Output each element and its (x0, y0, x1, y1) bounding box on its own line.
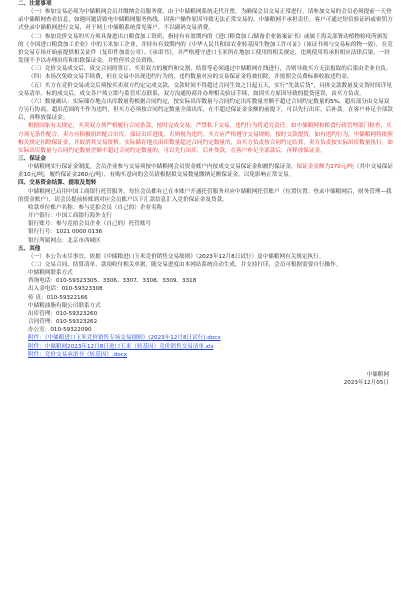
note-paragraph-3: （三）竞价交易成交后，成交合同的签订、买卖双方的履约和交割，结算等必须通过中储粮网在线进行，否则导致买方无法报取的后果由企业自负。 (28, 66, 392, 73)
warning-red-block: 根据国家有关规定，买卖双方须严格履行合同条款，按时完成交易，严禁私下交易，违约行为将追究责任。如中储粮网和粮食行政管理部门检查，买方须无条件配合。卖方应积极组织配合出库，保证出库进度，否则视为违约。买方应严格遵守交易规则，按时交款提货，如有违约行为，中储粮网将依照相关规定扣除保证金，并取消其交易资格。实际储存地点出库数量超过合同约定数量的，由买方负责按合同约定结算，卖方负责按实际出库数量执行，如实际出库数量与合同约定数量差额不超过合同约定数量的，可以先行出库，后补货款，在客户补足全部款后，再释放保证金。 (18, 123, 393, 154)
note-paragraph-4: （四）本场次免收交易手续费，但在交易中出现违约行为的，违约数量对应的交易保证金将被扣除，并按照会员费标准收取违约金。 (28, 74, 353, 81)
note-paragraph-2: （二）参加竞价交易的买方须具备进出口粮食加工资质，指持有有效期内的《进口粮食加工/储备企业备案证书》或属于海关部署动植物检疫所颁发的《全国进口粮食加工企业》中的玉米加工企业，并持有有效期内的《中华人民共和国农业转基因生物加工许可证》（该证书须与交易标的物一致），在竞价交易专场开始前提供相关证件（复印件加盖公章）、《承诺书》，并严格遵守进口玉米所在地加工使用的相关规定，违规使用将承担相应法律后果，一经发现不予以办理出库和扣除保证金，并暂停其会员资格。 (18, 33, 393, 65)
deposit-text-rest: （其中交易保证金10元/吨，履约保证金260元/吨），有购买意向的会员请根据拟交易数量缴纳足额保证金，以免影响正常交易。 (18, 164, 393, 179)
contact-line: 办公室：010-59322090 (28, 327, 92, 334)
deposit-amount: 保证金金额为270元/吨 (296, 164, 354, 171)
contact-block (18, 269, 393, 359)
note-paragraph-6: （六）数量确认：实际储存地点出库数量将根据合同约定，按实际出库数量与合同约定出库数量差额不超过合同约定数量的5%，超出部分由交易双方另行协商，超出范围的不作为违约，但买方必须按合同约定数量全部出库，在不超过保证金金额的前提下，可以先行出库，后补款。在客户补足全部款后，再释放保证金。 (18, 98, 393, 122)
section-heading-notes: 二、注意事项 (18, 1, 52, 7)
bank-line: 银行行号：1021 0000 0136 (28, 229, 103, 236)
contact-title: 中储粮网联系方式 (28, 270, 73, 277)
contact-title: 中储粮油脂有限公司联系方式 (28, 302, 101, 309)
section-heading-settlement: 四、交易资金结算、提取及划转 (18, 180, 97, 187)
other-paragraph-2: （二）交易合同、结算清单、款项收付相关单据，随交易进度由本网站系统自动生成，并支持打印，会员可根据需要自行操作。 (28, 262, 342, 268)
section-heading-deposit: 三、保证金 (18, 155, 46, 162)
signature-date: 2023年12月05日 (343, 380, 389, 387)
contact-line: 出入金电话：010-59323308 (28, 286, 103, 293)
signature-org: 中储粮网 (366, 371, 389, 378)
contact-line: 合同管理：010-59323262 (28, 319, 98, 326)
attachment-link-commitment[interactable]: 附件：竞价交易承诺书（转基因）.docx (28, 351, 128, 358)
other-paragraph-1: （一）本公告未尽事宜，依据《中储粮进口玉米竞价销售交易细则》（2023年12月8日试行）及中储粮网有关规定执行。 (28, 253, 325, 260)
attachment-link-rules[interactable]: 附件：《中储粮进口玉米竞价销售专场交易细则》(2023年12月8日试行).docx (28, 335, 221, 342)
attachment-link-trade-list[interactable]: 附件：中储粮网2023年12月8日进口玉米（转基因）竞价销售交易清单.xls (28, 343, 214, 350)
note-paragraph-1: （一）参加交易必须为中储粮网会员并缴纳会员服务费。由于中储粮网系统走代开票，为确保会员交易正常进行，请参加交易的会员必须提前一天登录中储粮网查看信息，如遇问题请致电中储粮网服务热线，因客户操作原因导致无法正常交易的，中储粮网不承担责任。客户可通过短信验证码或密钥方式登录中储粮网进行交易，对于网上中储粮系统常见客户、不以副码交易消费。 (18, 9, 393, 32)
bank-line: 银行账号：参与竞拍会员企业（自己的）托管账号 (28, 221, 152, 228)
section-heading-other: 五、其他 (18, 245, 41, 252)
bank-line: 银行所属网点：北京市西城区 (28, 237, 101, 244)
contact-line: 咨询电话：010-59323305、3306、3307、3308、3309、3318 (28, 278, 197, 285)
contact-line: 出库管理：010-59323260 (28, 310, 98, 317)
contact-line: 传 真：010-59322166 (28, 294, 88, 301)
note-paragraph-5: （五）买方在竞价交易成交后须按买卖双方约定完成交款，交款时间不得超过合同生效之日起五天，实行“先款后货”，具体交款数量及交货时间详见交易清单。标的成交后，成交各户须立即与监管库点联系，双方沟通协商并办理相关验证手续，如因买方原因导致的提货延误，由买方负责。 (18, 82, 392, 97)
bank-account-name: 收款单位账户名称：参与竞拍会员（自己的）企业名称 (28, 204, 163, 211)
deposit-paragraph (18, 163, 393, 179)
bank-line: 开户银行：中国工商银行海外支行 (28, 213, 112, 220)
bank-info-list (18, 212, 393, 245)
settlement-paragraph: 中储粮网已启用中国工商银行托管服务，每位会员都有已在本账户开通托管服务对应中储粮网托管账户（位置位置：登录中储粮网后，财务管理—我的资金账户），请会员提前转账到对应会员账户以下汇款信息汇入竞价保证金及货款。 (18, 188, 392, 203)
deposit-text: 中储粮网实行保证金制度，会员企业参与交易须按中储粮网会员资金账户内按成交交易保证金和履约保证金， (28, 164, 297, 171)
